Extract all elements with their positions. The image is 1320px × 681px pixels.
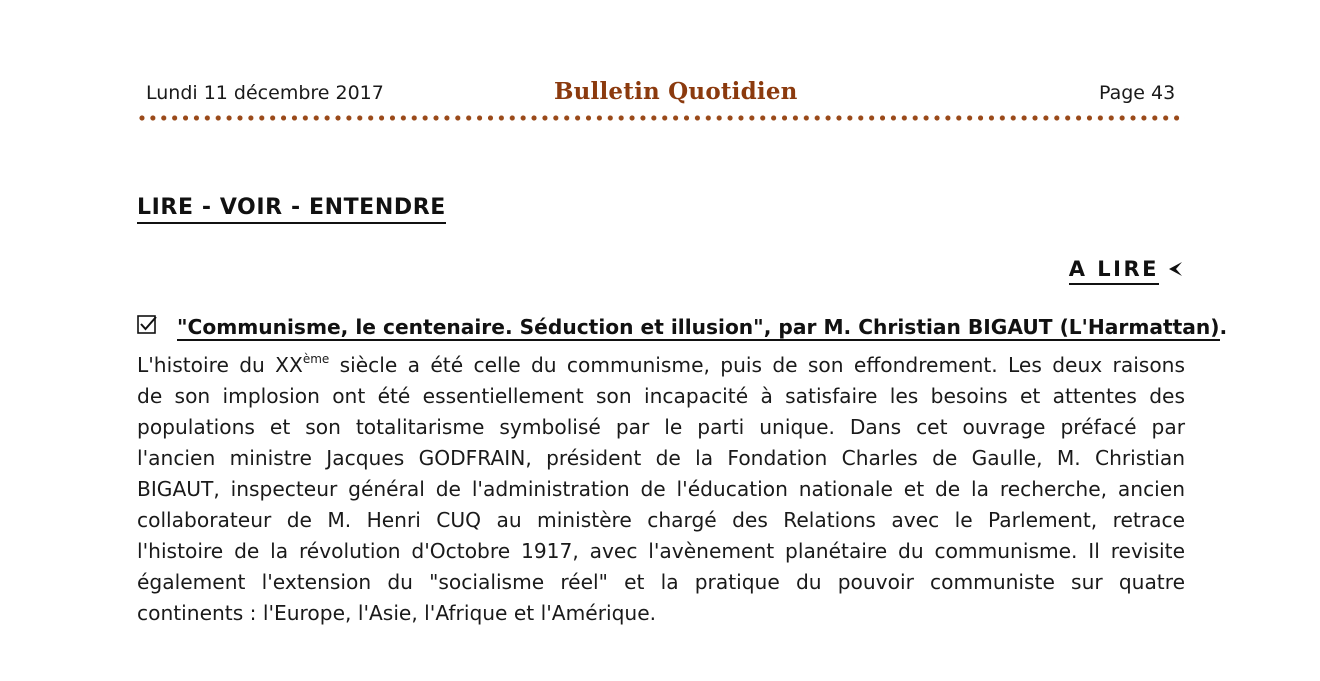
section-title: LIRE - VOIR - ENTENDRE: [137, 195, 446, 224]
body-line-text: siècle a été celle du communisme, puis de son effondrement. Les deux raisons: [329, 353, 1185, 377]
body-line: populations et son totalitarisme symbolisé par le parti unique. Dans cet ouvrage préfacé par: [137, 415, 1185, 439]
dotted-separator: [139, 115, 1185, 121]
article-title-text: "Communisme, le centenaire. Séduction et illusion", par M. Christian BIGAUT (L'Harmattan): [177, 315, 1220, 339]
body-line: l'ancien ministre Jacques GODFRAIN, président de la Fondation Charles de Gaulle, M. Christian: [137, 446, 1185, 470]
header-page-number: Page 43: [1099, 82, 1176, 104]
body-line: BIGAUT, inspecteur général de l'administration de l'éducation nationale et de la recherche, ancien: [137, 477, 1185, 501]
body-line: de son implosion ont été essentiellement son incapacité à satisfaire les besoins et attentes des: [137, 384, 1185, 408]
subsection-heading: [1069, 256, 1184, 285]
arrow-left-icon: [1167, 260, 1184, 278]
header-title: Bulletin Quotidien: [554, 78, 798, 105]
body-line: [137, 344, 1185, 381]
body-line: continents : l'Europe, l'Asie, l'Afrique et l'Amérique.: [137, 601, 657, 625]
body-line: collaborateur de M. Henri CUQ au ministère chargé des Relations avec le Parlement, retrace: [137, 508, 1185, 532]
article-title: [177, 313, 1227, 341]
article-body: [137, 344, 1185, 629]
subsection-label: A LIRE: [1069, 256, 1159, 285]
body-line: l'histoire de la révolution d'Octobre 1917, avec l'avènement planétaire du communisme. Il revisite: [137, 539, 1185, 563]
header-date: Lundi 11 décembre 2017: [146, 82, 384, 104]
article-title-end: .: [1219, 315, 1228, 339]
body-line: également l'extension du "socialisme réel" et la pratique du pouvoir communiste sur quatre: [137, 570, 1185, 594]
superscript: ème: [302, 352, 330, 366]
body-line-text: L'histoire du XX: [137, 353, 303, 377]
checked-box-icon: [137, 314, 158, 335]
